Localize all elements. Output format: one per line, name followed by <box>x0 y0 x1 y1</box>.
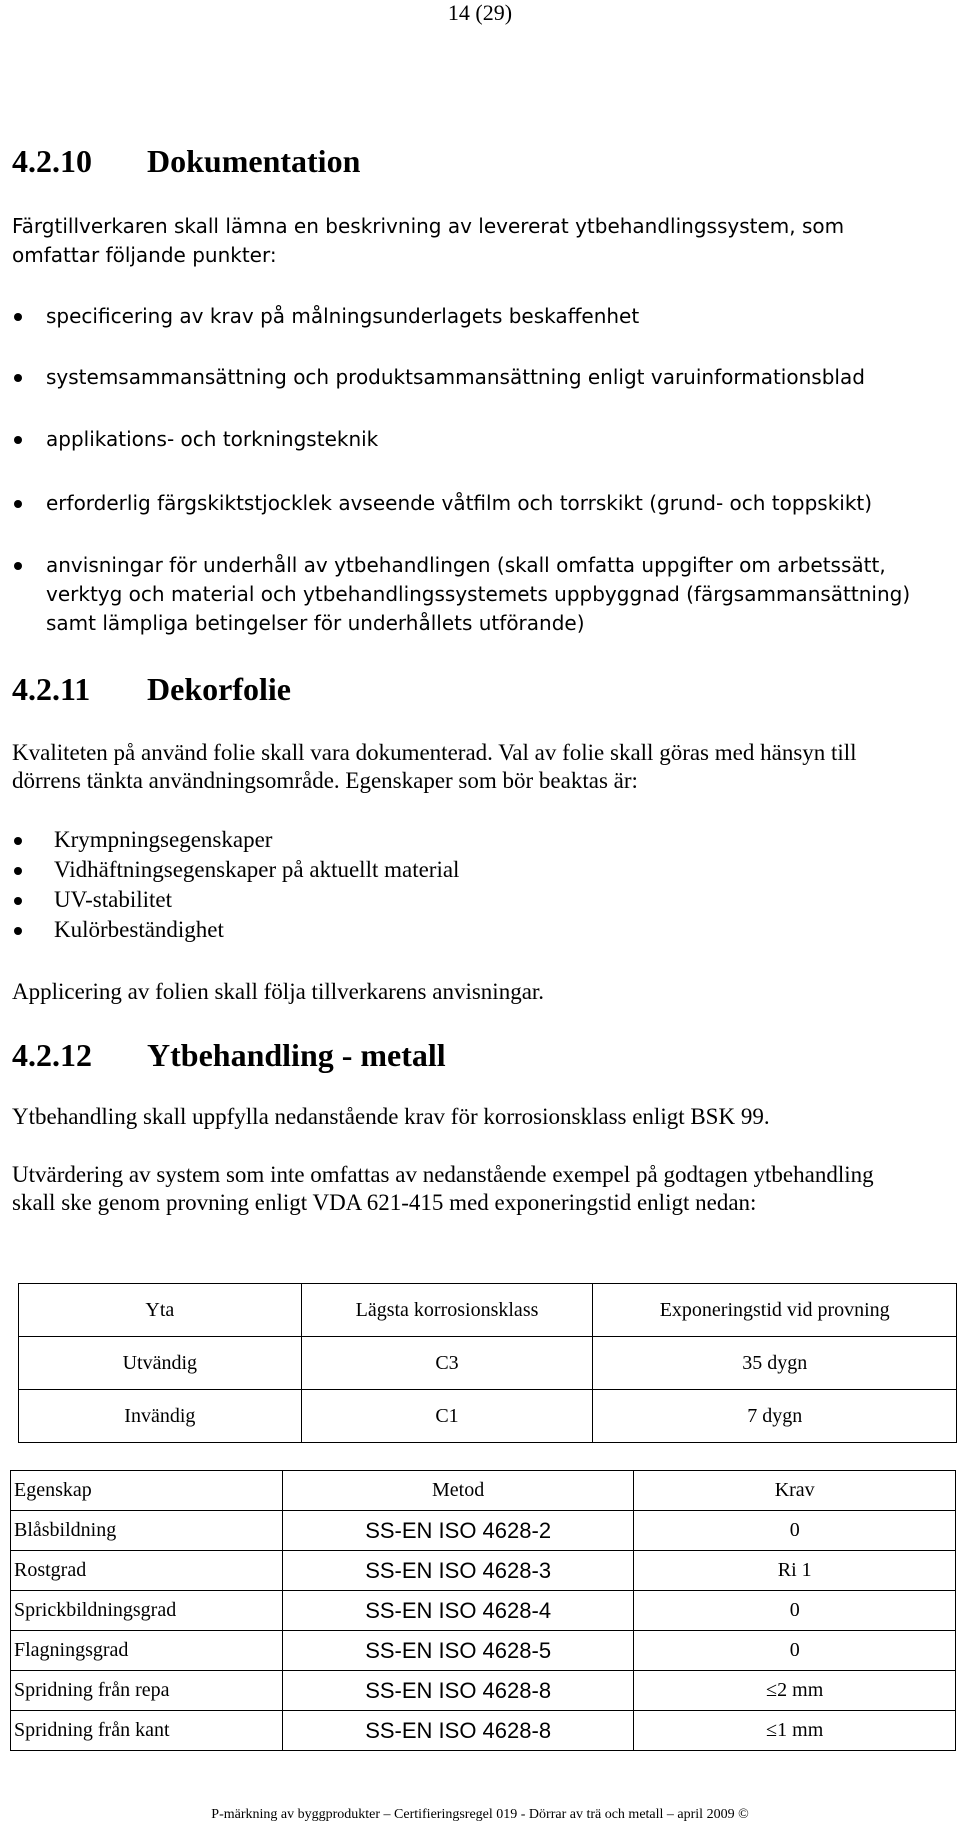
table-cell: Rostgrad <box>11 1551 283 1591</box>
table-cell: Flagningsgrad <box>11 1631 283 1671</box>
bullet-icon <box>14 562 22 570</box>
section-number: 4.2.12 <box>12 1037 92 1073</box>
table-cell: SS-EN ISO 4628-4 <box>282 1591 634 1631</box>
list-item-text: Kulörbeständighet <box>54 917 224 942</box>
table-header-cell: Krav <box>634 1471 956 1511</box>
section-number: 4.2.10 <box>12 143 92 179</box>
table-cell: 0 <box>634 1591 956 1631</box>
table-cell: Invändig <box>19 1390 302 1443</box>
table-cell: Spridning från kant <box>11 1711 283 1751</box>
table-header-row <box>19 1284 957 1337</box>
list-item-text: specificering av krav på målningsunderlagets beskaffenhet <box>46 304 640 328</box>
table-header-cell: Egenskap <box>11 1471 283 1511</box>
table-row <box>11 1671 956 1711</box>
list-item-text: Vidhäftningsegenskaper på aktuellt material <box>54 857 460 882</box>
table-cell: Sprickbildningsgrad <box>11 1591 283 1631</box>
section-intro: Färgtillverkaren skall lämna en beskrivning av levererat ytbehandlingssystem, som omfattar följande punkter: <box>12 214 845 267</box>
table-cell: 35 dygn <box>593 1337 957 1390</box>
table-cell: SS-EN ISO 4628-2 <box>282 1511 634 1551</box>
section-intro: Kvaliteten på använd folie skall vara dokumenterad. Val av folie skall göras med hänsyn till dörrens tänkta användningsområde. Egenskaper som bör beaktas är: <box>12 740 857 793</box>
list-item-text: erforderlig färgskiktstjocklek avseende våtfilm och torrskikt (grund- och toppskikt) <box>46 491 873 515</box>
table-row <box>19 1337 957 1390</box>
table-header-cell: Exponeringstid vid provning <box>593 1284 957 1337</box>
exposure-table <box>18 1283 957 1443</box>
paragraph: Utvärdering av system som inte omfattas av nedanstående exempel på godtagen ytbehandling skall ske genom provning enligt VDA 621-415 med exponeringstid enligt nedan: <box>12 1162 874 1215</box>
table-cell: SS-EN ISO 4628-3 <box>282 1551 634 1591</box>
table-header-cell: Metod <box>282 1471 634 1511</box>
table-cell: C1 <box>301 1390 593 1443</box>
table-row <box>11 1631 956 1671</box>
page-number: 14 (29) <box>447 0 513 25</box>
bullet-icon <box>14 867 22 875</box>
table-cell: 0 <box>634 1631 956 1671</box>
table-header-cell: Lägsta korrosionsklass <box>301 1284 593 1337</box>
table-cell: 7 dygn <box>593 1390 957 1443</box>
list-item-text: anvisningar för underhåll av ytbehandlingen (skall omfatta uppgifter om arbetssätt, verktyg och material och ytbehandlingssystemets uppbyggnad (färgsammansättning) samt lämpliga betingelser för underhållets utförande) <box>46 553 911 635</box>
bullet-icon <box>14 436 22 444</box>
table-cell: SS-EN ISO 4628-8 <box>282 1711 634 1751</box>
table-header-cell: Yta <box>19 1284 302 1337</box>
bullet-icon <box>14 374 22 382</box>
bullet-icon <box>14 837 22 845</box>
table-cell: 0 <box>634 1511 956 1551</box>
table-row <box>11 1591 956 1631</box>
section-title: Dokumentation <box>147 143 361 179</box>
paragraph: Ytbehandling skall uppfylla nedanstående krav för korrosionsklass enligt BSK 99. <box>12 1104 770 1129</box>
table-cell: Blåsbildning <box>11 1511 283 1551</box>
table-cell: Utvändig <box>19 1337 302 1390</box>
table-cell: SS-EN ISO 4628-8 <box>282 1671 634 1711</box>
table-row <box>19 1390 957 1443</box>
bullet-icon <box>14 897 22 905</box>
table-cell: SS-EN ISO 4628-5 <box>282 1631 634 1671</box>
section-number: 4.2.11 <box>12 671 91 707</box>
page-footer: P-märkning av byggprodukter – Certifieringsregel 019 - Dörrar av trä och metall – april 2009 © <box>211 1807 749 1822</box>
table-cell: ≤2 mm <box>634 1671 956 1711</box>
table-cell: Spridning från repa <box>11 1671 283 1711</box>
section-title: Ytbehandling - metall <box>147 1037 446 1073</box>
table-row <box>11 1551 956 1591</box>
requirements-table <box>10 1470 956 1751</box>
bullet-icon <box>14 313 22 321</box>
section-title: Dekorfolie <box>147 671 291 707</box>
closing-paragraph: Applicering av folien skall följa tillverkarens anvisningar. <box>12 979 545 1004</box>
bullet-icon <box>14 500 22 508</box>
table-row <box>11 1711 956 1751</box>
list-item-text: systemsammansättning och produktsammansättning enligt varuinformationsblad <box>46 365 865 389</box>
table-cell: C3 <box>301 1337 593 1390</box>
table-row <box>11 1511 956 1551</box>
bullet-icon <box>14 927 22 935</box>
list-item-text: UV-stabilitet <box>54 887 172 912</box>
list-item-text: Krympningsegenskaper <box>54 827 273 852</box>
table-header-row <box>11 1471 956 1511</box>
list-item-text: applikations- och torkningsteknik <box>46 427 379 451</box>
table-cell: Ri 1 <box>634 1551 956 1591</box>
table-cell: ≤1 mm <box>634 1711 956 1751</box>
